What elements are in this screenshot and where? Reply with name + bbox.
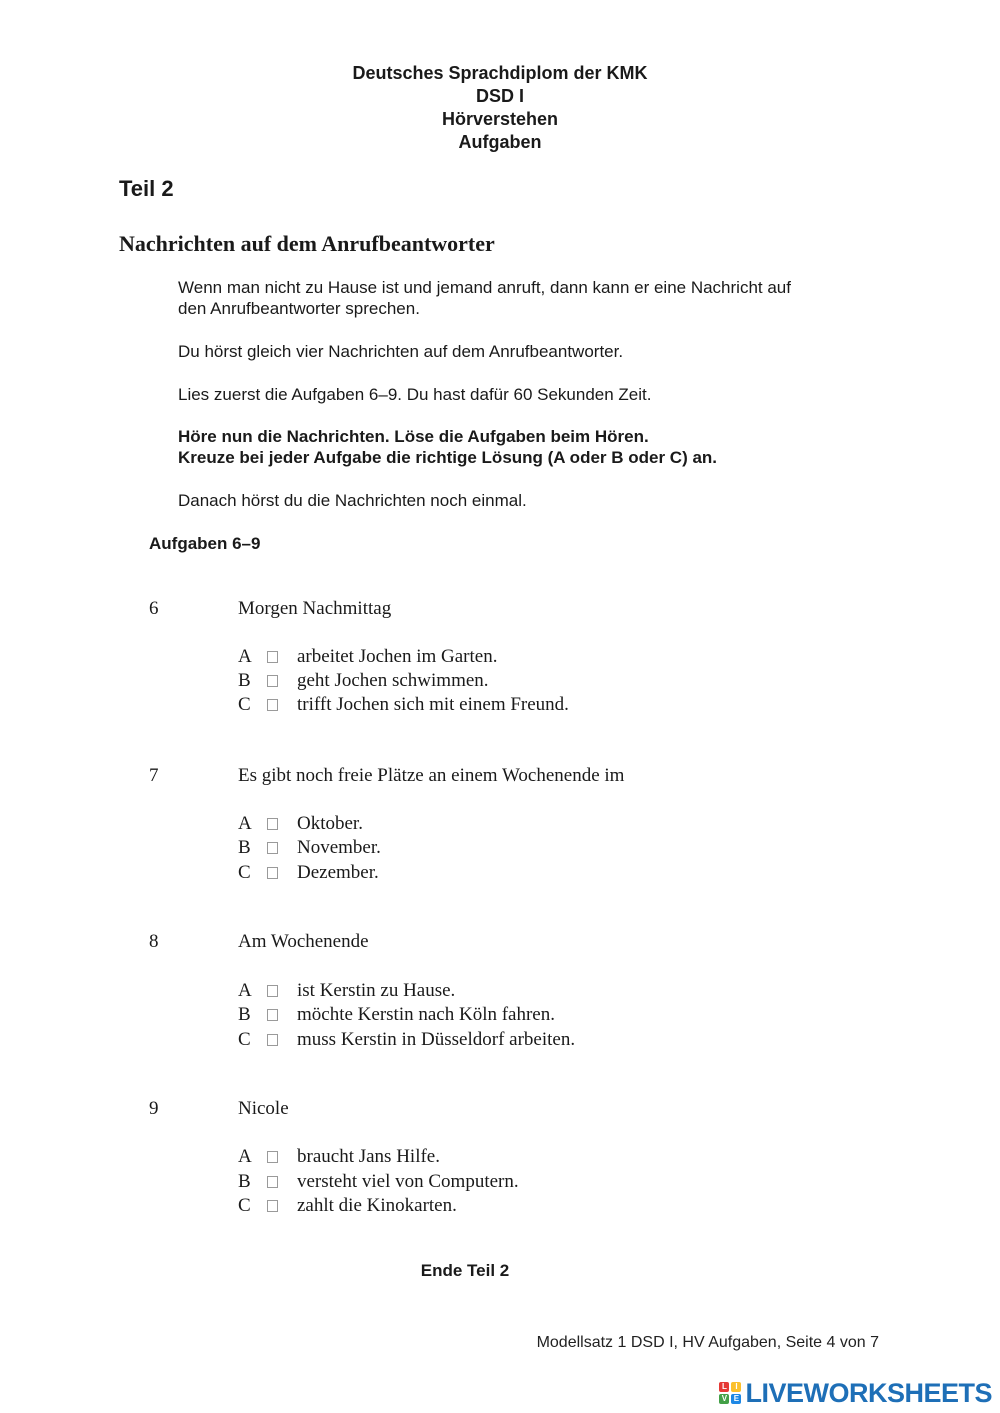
option-text: zahlt die Kinokarten. (297, 1195, 457, 1216)
checkbox[interactable] (267, 818, 278, 830)
option-text: arbeitet Jochen im Garten. (297, 646, 498, 667)
brand-name: LIVEWORKSHEETS (745, 1377, 992, 1408)
option-letter: A (238, 980, 252, 1001)
option-letter: A (238, 813, 252, 834)
instruction-line: Kreuze bei jeder Aufgabe die richtige Lösung (A oder B oder C) an. (178, 448, 718, 467)
header-level: DSD I (475, 86, 524, 106)
task-number: 6 (149, 598, 159, 619)
instruction-paragraph-1 (178, 277, 878, 319)
instruction-paragraph-4 (178, 426, 878, 468)
option-letter: B (238, 837, 251, 858)
option-text: muss Kerstin in Düsseldorf arbeiten. (297, 1029, 576, 1050)
option-text: braucht Jans Hilfe. (297, 1146, 440, 1167)
brand-mark-tile: L (719, 1382, 729, 1392)
option-text: versteht viel von Computern. (297, 1171, 519, 1192)
option-letter: A (238, 1146, 252, 1167)
checkbox[interactable] (267, 867, 278, 879)
option-text: trifft Jochen sich mit einem Freund. (297, 694, 569, 715)
task-number: 9 (149, 1098, 159, 1119)
option-letter: C (238, 1029, 251, 1050)
checkbox[interactable] (267, 1009, 278, 1021)
instruction-line: Wenn man nicht zu Hause ist und jemand anruft, dann kann er eine Nachricht auf (178, 278, 791, 297)
brand-mark-tile: V (719, 1394, 729, 1404)
option-letter: C (238, 862, 251, 883)
brand-mark-tile: E (731, 1394, 741, 1404)
document-header (0, 62, 1000, 154)
option-text: November. (297, 837, 381, 858)
option-text: Dezember. (297, 862, 379, 883)
checkbox[interactable] (267, 985, 278, 997)
task-number: 7 (149, 765, 159, 786)
end-label: Ende Teil 2 (420, 1261, 510, 1280)
task-stem: Am Wochenende (238, 931, 369, 952)
option-text: ist Kerstin zu Hause. (297, 980, 456, 1001)
checkbox[interactable] (267, 1176, 278, 1188)
liveworksheets-logo (719, 1376, 992, 1410)
header-title: Deutsches Sprachdiplom der KMK (352, 63, 648, 83)
brand-mark-tile: I (731, 1382, 741, 1392)
section-title: Teil 2 (119, 176, 174, 201)
checkbox[interactable] (267, 1034, 278, 1046)
header-type: Aufgaben (458, 132, 542, 152)
instruction-paragraph-5: Danach hörst du die Nachrichten noch einmal. (178, 491, 527, 510)
option-letter: A (238, 646, 252, 667)
section-subtitle: Nachrichten auf dem Anrufbeantworter (119, 231, 495, 256)
brand-mark-icon (719, 1382, 741, 1404)
page-footer: Modellsatz 1 DSD I, HV Aufgaben, Seite 4 von 7 (536, 1334, 879, 1351)
instruction-line: Höre nun die Nachrichten. Löse die Aufgaben beim Hören. (178, 427, 649, 446)
option-letter: B (238, 670, 251, 691)
checkbox[interactable] (267, 1200, 278, 1212)
task-stem: Morgen Nachmittag (238, 598, 392, 619)
checkbox[interactable] (267, 699, 278, 711)
instruction-line: den Anrufbeantworter sprechen. (178, 299, 420, 318)
instruction-paragraph-3: Lies zuerst die Aufgaben 6–9. Du hast dafür 60 Sekunden Zeit. (178, 385, 652, 404)
checkbox[interactable] (267, 842, 278, 854)
option-letter: C (238, 694, 251, 715)
task-stem: Es gibt noch freie Plätze an einem Wochenende im (238, 765, 625, 786)
option-text: Oktober. (297, 813, 363, 834)
checkbox[interactable] (267, 675, 278, 687)
checkbox[interactable] (267, 651, 278, 663)
header-skill: Hörverstehen (441, 109, 559, 129)
option-text: geht Jochen schwimmen. (297, 670, 489, 691)
checkbox[interactable] (267, 1151, 278, 1163)
option-letter: B (238, 1171, 251, 1192)
task-stem: Nicole (238, 1098, 289, 1119)
option-text: möchte Kerstin nach Köln fahren. (297, 1004, 555, 1025)
tasks-label: Aufgaben 6–9 (149, 534, 261, 553)
option-letter: C (238, 1195, 251, 1216)
instruction-paragraph-2: Du hörst gleich vier Nachrichten auf dem Anrufbeantworter. (178, 342, 624, 361)
option-letter: B (238, 1004, 251, 1025)
task-number: 8 (149, 931, 159, 952)
